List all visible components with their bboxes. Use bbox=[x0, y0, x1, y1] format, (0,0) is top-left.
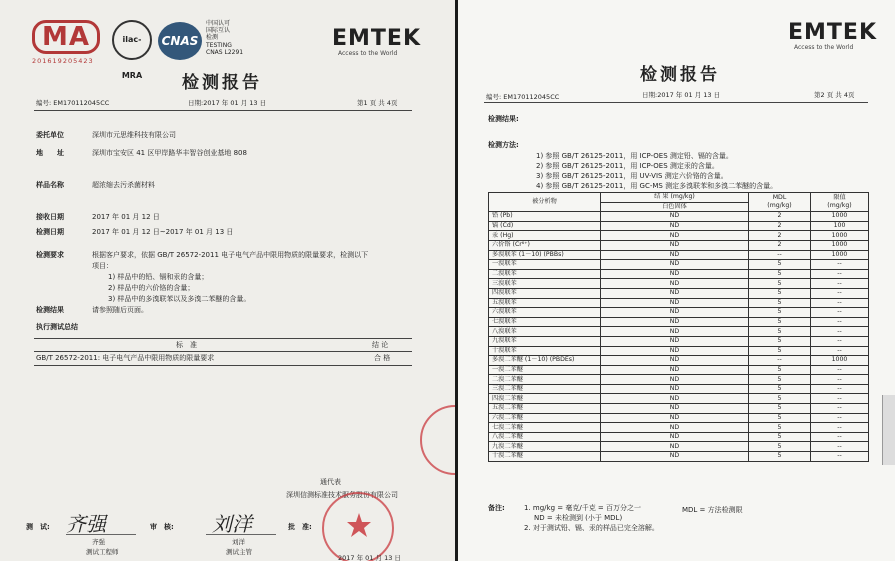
emtek-brand: EMTEK bbox=[332, 26, 422, 51]
field-label-client: 委托单位 bbox=[36, 131, 64, 139]
ilac-logo-text: ilac-MRA bbox=[121, 35, 143, 80]
cell-mdl: 5 bbox=[749, 432, 811, 442]
requirement-item: 3) 样品中的多溴联苯以及多溴二苯醚的含量。 bbox=[108, 295, 251, 303]
approver-label: 批 准: bbox=[288, 523, 312, 531]
method-item: 2) 参照 GB/T 26125-2011，用 ICP-OES 测定汞的含量。 bbox=[536, 162, 719, 170]
table-row bbox=[489, 442, 869, 452]
cell-result: ND bbox=[601, 423, 749, 433]
field-label-test-date: 检测日期 bbox=[36, 228, 64, 236]
page-number: 第1 页 共 4页 bbox=[357, 99, 398, 107]
reviewer-name: 刘洋 bbox=[232, 538, 245, 546]
table-row bbox=[489, 375, 869, 385]
cell-mdl: 5 bbox=[749, 452, 811, 462]
table-row bbox=[489, 279, 869, 289]
table-row bbox=[489, 298, 869, 308]
cnas-logo bbox=[158, 22, 202, 60]
cell-limit: -- bbox=[811, 365, 869, 375]
cell-mdl: 5 bbox=[749, 317, 811, 327]
table-row bbox=[489, 221, 869, 231]
method-item: 4) 参照 GB/T 26125-2011，用 GC-MS 测定多溴联苯和多溴二苯醚的含量。 bbox=[536, 182, 778, 190]
cell-limit: -- bbox=[811, 336, 869, 346]
ilac-mra-logo bbox=[112, 20, 152, 80]
table-row bbox=[489, 269, 869, 279]
cell-limit: -- bbox=[811, 317, 869, 327]
cell-limit: 1000 bbox=[811, 231, 869, 241]
cell-result: ND bbox=[601, 356, 749, 366]
cell-item: 六溴联苯 bbox=[489, 308, 601, 318]
cell-item: 八溴联苯 bbox=[489, 327, 601, 337]
cell-result: ND bbox=[601, 413, 749, 423]
cell-mdl: 5 bbox=[749, 375, 811, 385]
brand-tagline: Access to the World bbox=[338, 50, 398, 57]
cell-item: 九溴联苯 bbox=[489, 336, 601, 346]
cell-mdl: 5 bbox=[749, 288, 811, 298]
seal-star-icon bbox=[346, 512, 372, 538]
cell-limit: -- bbox=[811, 269, 869, 279]
table-header-row bbox=[489, 193, 869, 203]
tester-label: 测 试: bbox=[26, 523, 50, 531]
field-value-address: 深圳市宝安区 41 区甲岸路华丰智谷创业基地 808 bbox=[92, 149, 247, 157]
cell-item: 二溴联苯 bbox=[489, 269, 601, 279]
field-label-received: 接收日期 bbox=[36, 213, 64, 221]
table-row bbox=[489, 231, 869, 241]
report-title: 检测报告 bbox=[640, 65, 720, 85]
cell-item: 六价铬 (Cr⁶⁺) bbox=[489, 240, 601, 250]
table-row bbox=[489, 212, 869, 222]
cell-item: 九溴二苯醚 bbox=[489, 442, 601, 452]
summary-label: 执行测试总结 bbox=[36, 323, 78, 331]
cell-result: ND bbox=[601, 432, 749, 442]
cell-mdl: 5 bbox=[749, 279, 811, 289]
summary-conclusion: 合 格 bbox=[374, 354, 391, 362]
cell-mdl: 2 bbox=[749, 231, 811, 241]
table-row bbox=[489, 260, 869, 270]
cell-result: ND bbox=[601, 346, 749, 356]
next-page-edge bbox=[882, 395, 895, 465]
cell-mdl: 5 bbox=[749, 336, 811, 346]
cell-item: 三溴二苯醚 bbox=[489, 384, 601, 394]
result-text: 请参照随后页面。 bbox=[92, 306, 148, 314]
cell-mdl: 5 bbox=[749, 346, 811, 356]
cell-limit: -- bbox=[811, 375, 869, 385]
note-item: 1. mg/kg = 毫克/千克 = 百万分之一 bbox=[524, 504, 642, 512]
col-header-item: 被分析物 bbox=[489, 193, 601, 212]
requirement-item: 2) 样品中的六价铬的含量； bbox=[108, 284, 195, 292]
table-row bbox=[489, 327, 869, 337]
reviewer-title: 测试主管 bbox=[226, 548, 252, 556]
cell-result: ND bbox=[601, 288, 749, 298]
cell-mdl: 5 bbox=[749, 260, 811, 270]
table-row bbox=[489, 394, 869, 404]
cell-mdl: 5 bbox=[749, 442, 811, 452]
cell-limit: -- bbox=[811, 384, 869, 394]
signed-date: 2017 年 01 月 13 日 bbox=[338, 554, 401, 561]
field-label-address: 地 址 bbox=[36, 149, 64, 157]
requirement-label: 检测要求 bbox=[36, 251, 64, 259]
edge-seal bbox=[420, 405, 455, 475]
table-row bbox=[489, 356, 869, 366]
tester-signature: 齐强 bbox=[66, 512, 106, 536]
cell-mdl: 5 bbox=[749, 404, 811, 414]
cell-item: 多溴二苯醚 (1－10) (PBDEs) bbox=[489, 356, 601, 366]
cell-result: ND bbox=[601, 365, 749, 375]
cell-item: 一溴联苯 bbox=[489, 260, 601, 270]
table-row bbox=[489, 452, 869, 462]
cell-limit: -- bbox=[811, 308, 869, 318]
cell-mdl: 5 bbox=[749, 413, 811, 423]
cma-logo-text: MA bbox=[42, 22, 90, 52]
reviewer-signature: 刘洋 bbox=[212, 512, 252, 536]
cell-item: 一溴二苯醚 bbox=[489, 365, 601, 375]
col-header-result-sub: 白色固体 bbox=[601, 202, 749, 212]
cell-result: ND bbox=[601, 212, 749, 222]
cell-item: 二溴二苯醚 bbox=[489, 375, 601, 385]
cell-mdl: 5 bbox=[749, 327, 811, 337]
cell-item: 十溴联苯 bbox=[489, 346, 601, 356]
table-row bbox=[489, 336, 869, 346]
cell-item: 六溴二苯醚 bbox=[489, 413, 601, 423]
note-item: ND = 未检测到 (小于 MDL) bbox=[534, 514, 623, 522]
organization-name: 深圳信测标准技术服务股份有限公司 bbox=[286, 491, 398, 499]
report-number: 编号: EM170112045CC bbox=[36, 99, 110, 107]
requirement-text-2: 项目： bbox=[92, 262, 113, 270]
cell-result: ND bbox=[601, 327, 749, 337]
report-date: 日期:2017 年 01 月 13 日 bbox=[642, 91, 721, 99]
summary-header-standard: 标 准 bbox=[176, 341, 197, 349]
cell-limit: -- bbox=[811, 327, 869, 337]
cell-limit: 1000 bbox=[811, 240, 869, 250]
table-row bbox=[489, 317, 869, 327]
col-header-limit: 限值 (mg/kg) bbox=[811, 193, 869, 212]
field-value-sample: 超浓缩去污杀菌材料 bbox=[92, 181, 155, 189]
cell-mdl: -- bbox=[749, 356, 811, 366]
cma-logo bbox=[32, 20, 100, 54]
report-number: 编号: EM170112045CC bbox=[486, 93, 560, 101]
cell-result: ND bbox=[601, 452, 749, 462]
cell-mdl: 5 bbox=[749, 423, 811, 433]
summary-header-line bbox=[34, 351, 412, 352]
cell-result: ND bbox=[601, 384, 749, 394]
summary-header-conclusion: 结 论 bbox=[372, 341, 389, 349]
cell-mdl: 5 bbox=[749, 394, 811, 404]
cell-result: ND bbox=[601, 317, 749, 327]
summary-standard: GB/T 26572-2011: 电子电气产品中限用物质的限量要求 bbox=[36, 354, 215, 362]
cell-result: ND bbox=[601, 250, 749, 260]
emtek-brand: EMTEK bbox=[788, 20, 878, 45]
representative-label: 通代表 bbox=[320, 478, 341, 486]
result-label: 检测结果 bbox=[36, 306, 64, 314]
cell-mdl: 5 bbox=[749, 298, 811, 308]
cell-item: 八溴二苯醚 bbox=[489, 432, 601, 442]
table-row bbox=[489, 250, 869, 260]
cnas-cn-text: 中国认可 国际互认 检测 bbox=[206, 20, 231, 41]
page-number: 第2 页 共 4页 bbox=[814, 91, 855, 99]
cell-limit: 1000 bbox=[811, 250, 869, 260]
cell-item: 七溴二苯醚 bbox=[489, 423, 601, 433]
cell-limit: -- bbox=[811, 279, 869, 289]
cnas-logo-text: CNAS bbox=[161, 34, 199, 48]
cell-mdl: 5 bbox=[749, 269, 811, 279]
cnas-en-text: TESTING CNAS L2291 bbox=[206, 42, 244, 56]
results-table bbox=[488, 192, 869, 462]
report-date: 日期:2017 年 01 月 13 日 bbox=[188, 99, 267, 107]
tester-title: 测试工程师 bbox=[86, 548, 119, 556]
cell-result: ND bbox=[601, 375, 749, 385]
cma-number: 201619205423 bbox=[32, 57, 94, 65]
cell-mdl: 2 bbox=[749, 221, 811, 231]
cell-item: 五溴二苯醚 bbox=[489, 404, 601, 414]
report-page-2 bbox=[458, 0, 895, 561]
summary-top-line bbox=[34, 338, 412, 339]
cell-item: 四溴联苯 bbox=[489, 288, 601, 298]
cell-item: 七溴联苯 bbox=[489, 317, 601, 327]
header-divider bbox=[484, 102, 868, 103]
cell-result: ND bbox=[601, 442, 749, 452]
cell-result: ND bbox=[601, 404, 749, 414]
results-label: 检测结果: bbox=[488, 115, 519, 123]
cell-result: ND bbox=[601, 221, 749, 231]
requirement-item: 1) 样品中的铅、镉和汞的含量； bbox=[108, 273, 209, 281]
cell-item: 十溴二苯醚 bbox=[489, 452, 601, 462]
summary-bottom-line bbox=[34, 365, 412, 366]
cell-item: 镉 (Cd) bbox=[489, 221, 601, 231]
table-row bbox=[489, 346, 869, 356]
cell-result: ND bbox=[601, 231, 749, 241]
cell-limit: -- bbox=[811, 288, 869, 298]
table-row bbox=[489, 432, 869, 442]
cell-limit: -- bbox=[811, 423, 869, 433]
field-value-test-date: 2017 年 01 月 12 日~2017 年 01 月 13 日 bbox=[92, 228, 234, 236]
cell-limit: -- bbox=[811, 432, 869, 442]
table-row bbox=[489, 288, 869, 298]
table-row bbox=[489, 240, 869, 250]
report-title: 检测报告 bbox=[182, 73, 262, 93]
cell-limit: -- bbox=[811, 346, 869, 356]
cell-mdl: -- bbox=[749, 250, 811, 260]
cell-item: 五溴联苯 bbox=[489, 298, 601, 308]
table-row bbox=[489, 308, 869, 318]
cell-result: ND bbox=[601, 269, 749, 279]
table-row bbox=[489, 413, 869, 423]
brand-tagline: Access to the World bbox=[794, 44, 854, 51]
cell-result: ND bbox=[601, 279, 749, 289]
cell-limit: -- bbox=[811, 413, 869, 423]
cell-limit: -- bbox=[811, 394, 869, 404]
cell-item: 四溴二苯醚 bbox=[489, 394, 601, 404]
cell-mdl: 5 bbox=[749, 365, 811, 375]
results-table-body bbox=[489, 212, 869, 461]
cell-result: ND bbox=[601, 336, 749, 346]
method-item: 3) 参照 GB/T 26125-2011，用 UV-VIS 测定六价铬的含量。 bbox=[536, 172, 728, 180]
cell-result: ND bbox=[601, 260, 749, 270]
requirement-text: 根据客户要求，依据 GB/T 26572-2011 电子电气产品中限用物质的限量要求，检测以下 bbox=[92, 251, 369, 259]
table-row bbox=[489, 423, 869, 433]
cell-mdl: 5 bbox=[749, 308, 811, 318]
cell-limit: 100 bbox=[811, 221, 869, 231]
note-item: 2. 对于测试铅、镉、汞的样品已完全溶解。 bbox=[524, 524, 659, 532]
cell-result: ND bbox=[601, 240, 749, 250]
field-value-client: 深圳市元思维科技有限公司 bbox=[92, 131, 176, 139]
cell-mdl: 5 bbox=[749, 384, 811, 394]
cell-limit: 1000 bbox=[811, 356, 869, 366]
cell-result: ND bbox=[601, 308, 749, 318]
col-header-mdl: MDL (mg/kg) bbox=[749, 193, 811, 212]
cell-limit: -- bbox=[811, 442, 869, 452]
cell-result: ND bbox=[601, 394, 749, 404]
table-row bbox=[489, 384, 869, 394]
header-divider bbox=[34, 110, 412, 111]
cell-limit: -- bbox=[811, 404, 869, 414]
cell-limit: 1000 bbox=[811, 212, 869, 222]
cell-mdl: 2 bbox=[749, 212, 811, 222]
field-label-sample: 样品名称 bbox=[36, 181, 64, 189]
cell-item: 汞 (Hg) bbox=[489, 231, 601, 241]
cell-mdl: 2 bbox=[749, 240, 811, 250]
cell-limit: -- bbox=[811, 260, 869, 270]
cell-item: 多溴联苯 (1－10) (PBBs) bbox=[489, 250, 601, 260]
notes-label: 备注: bbox=[488, 504, 505, 512]
tester-name: 齐强 bbox=[92, 538, 105, 546]
tester-line bbox=[66, 534, 136, 535]
table-row bbox=[489, 365, 869, 375]
cell-item: 铅 (Pb) bbox=[489, 212, 601, 222]
cell-limit: -- bbox=[811, 298, 869, 308]
reviewer-line bbox=[206, 534, 276, 535]
cell-limit: -- bbox=[811, 452, 869, 462]
table-row bbox=[489, 404, 869, 414]
cell-result: ND bbox=[601, 298, 749, 308]
note-mdl: MDL = 方法检测限 bbox=[682, 506, 743, 514]
field-value-received: 2017 年 01 月 12 日 bbox=[92, 213, 160, 221]
method-label: 检测方法: bbox=[488, 141, 519, 149]
method-item: 1) 参照 GB/T 26125-2011，用 ICP-OES 测定铅、镉的含量。 bbox=[536, 152, 733, 160]
col-header-result: 结 果 (mg/kg) bbox=[601, 193, 749, 203]
cell-item: 三溴联苯 bbox=[489, 279, 601, 289]
reviewer-label: 审 核: bbox=[150, 523, 174, 531]
